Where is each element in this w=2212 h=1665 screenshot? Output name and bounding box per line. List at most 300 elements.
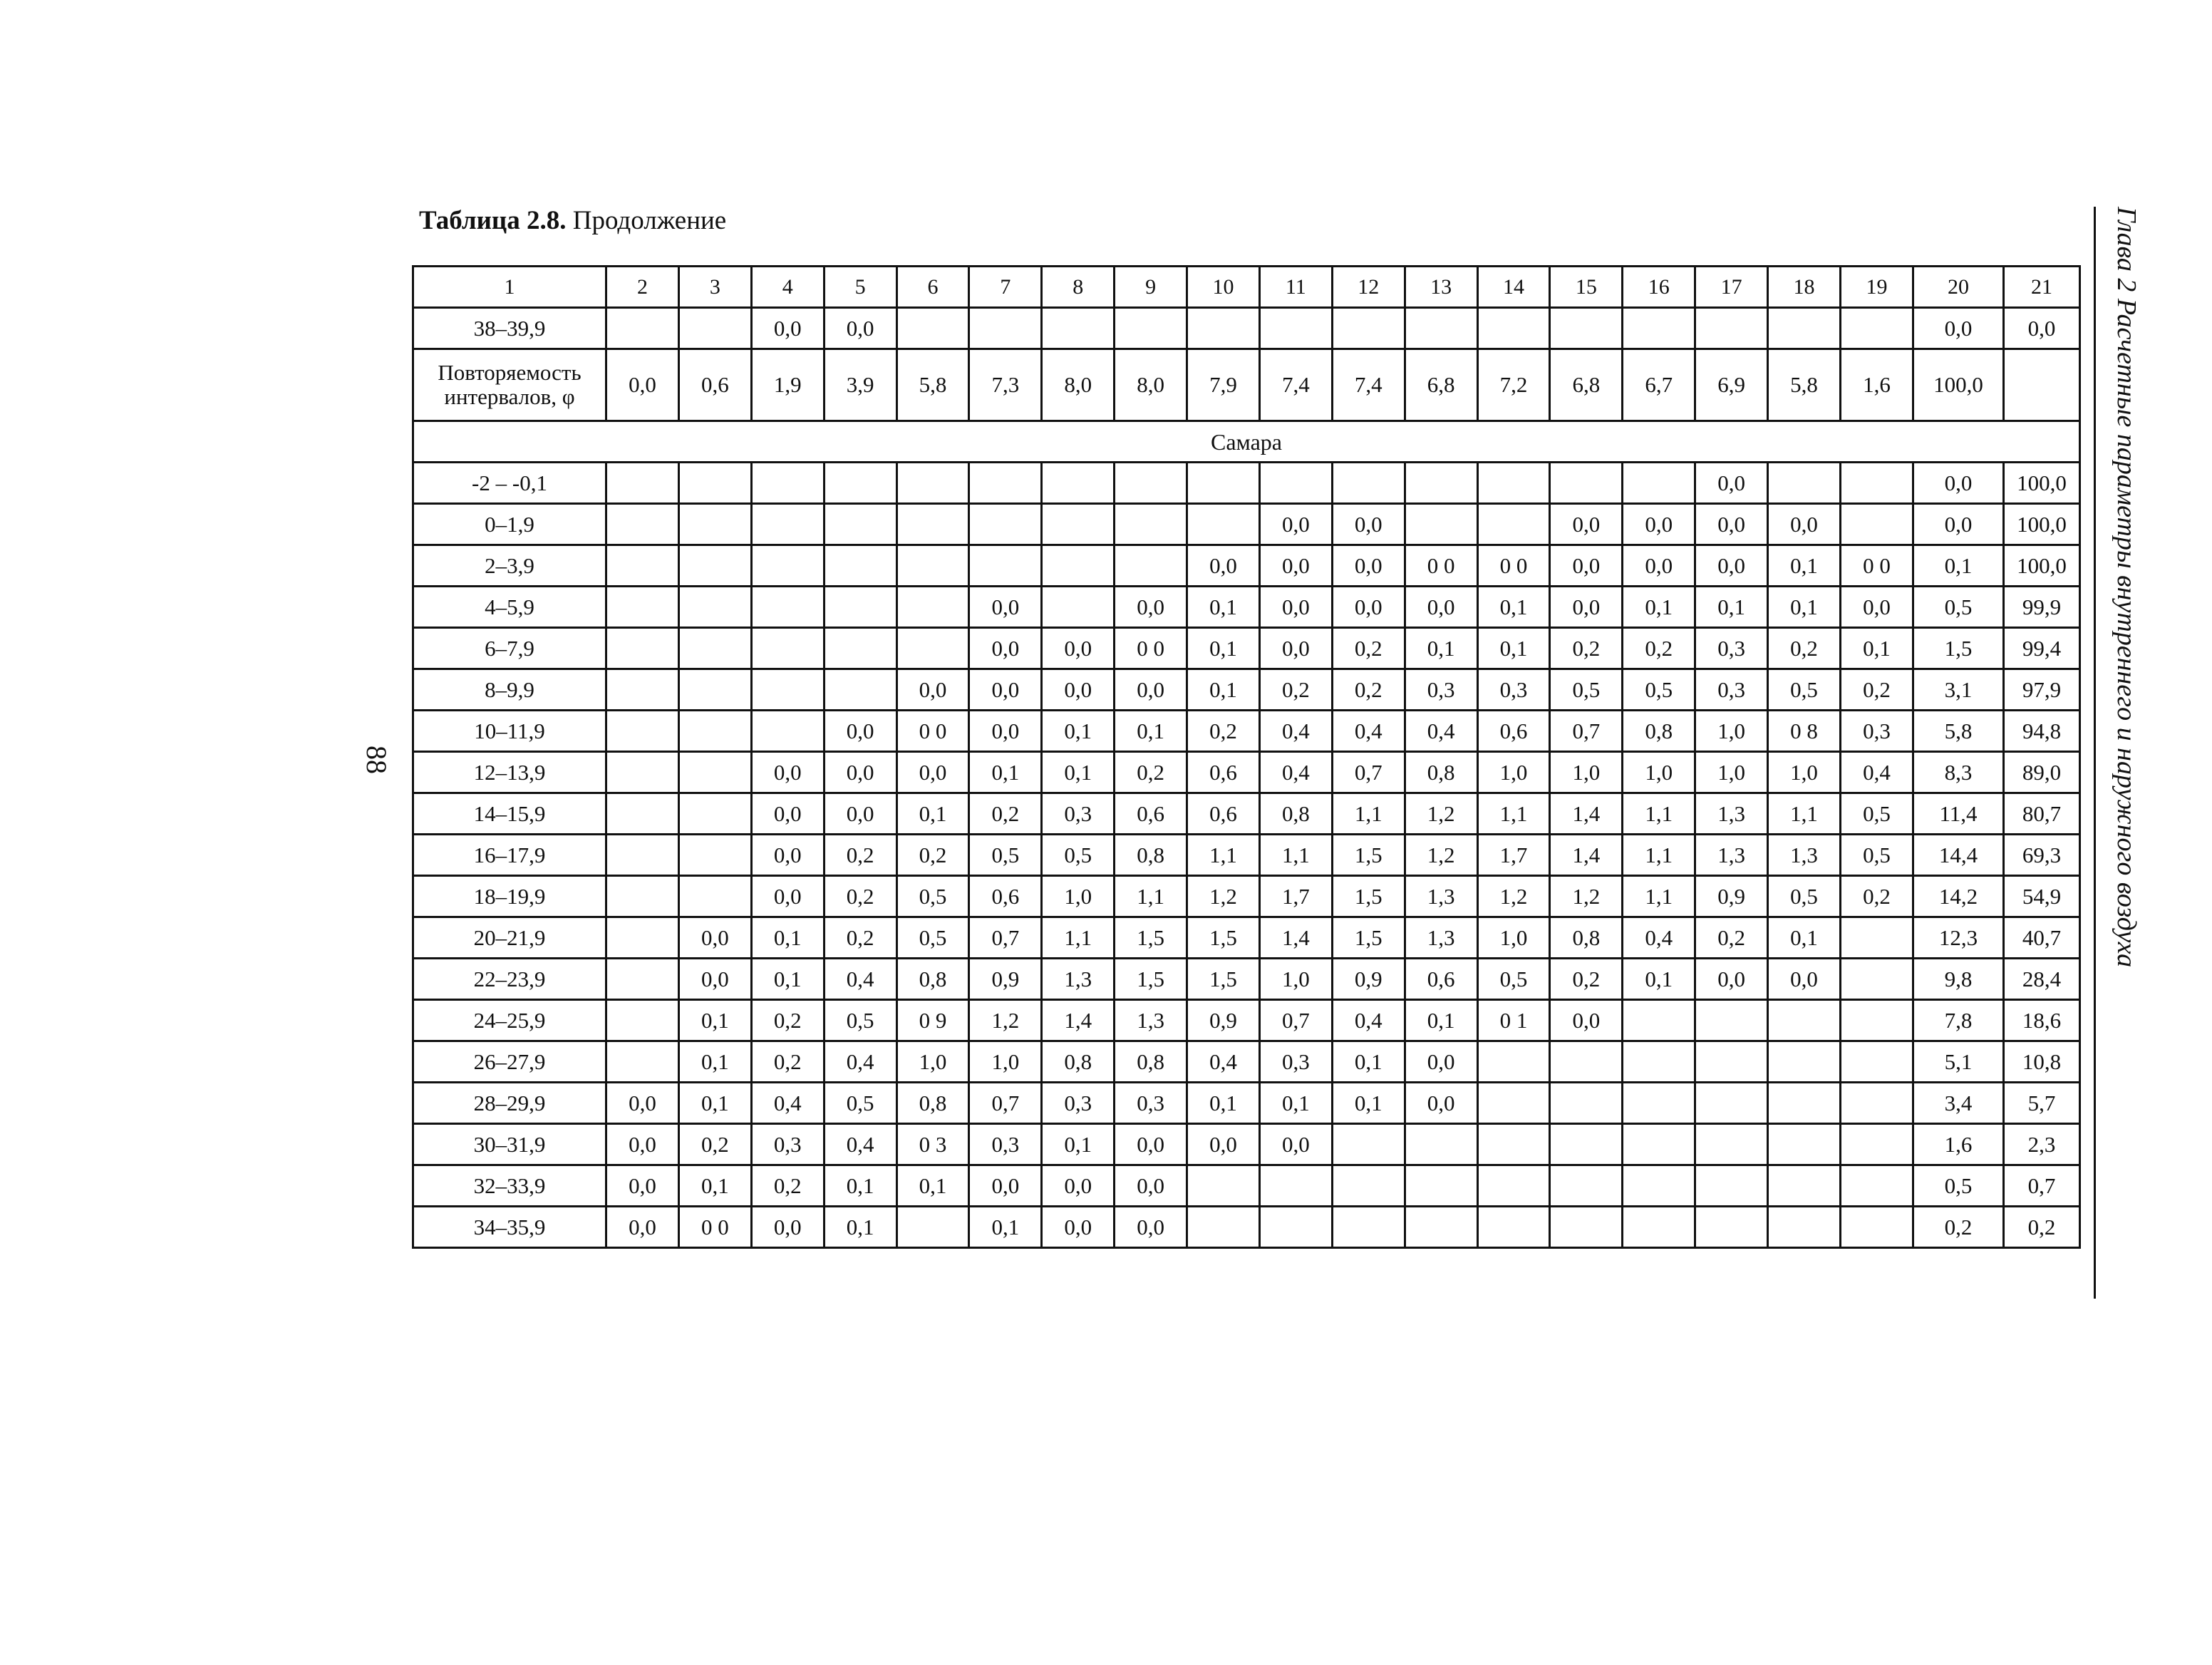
table-cell: [1187, 308, 1260, 349]
table-cell: 0,3: [1695, 669, 1768, 711]
table-cell: [606, 504, 679, 545]
table-cell: [1332, 1165, 1405, 1207]
table-cell: 9,8: [1913, 959, 2004, 1000]
table-cell: 0,4: [1332, 711, 1405, 752]
table-cell: [606, 628, 679, 669]
table-cell: [678, 835, 751, 876]
table-cell: [1840, 463, 1913, 504]
row-label-cell: 1: [413, 267, 606, 308]
table-cell: 5,7: [2004, 1083, 2080, 1124]
table-cell: 0,6: [1115, 793, 1187, 835]
table-cell: 1,5: [1187, 959, 1260, 1000]
table-cell: 0,8: [1405, 752, 1477, 793]
table-cell: [896, 545, 969, 587]
table-cell: 18,6: [2004, 1000, 2080, 1041]
table-cell: [1259, 1207, 1332, 1248]
table-cell: [1695, 308, 1768, 349]
table-cell: 0,0: [606, 1124, 679, 1165]
table-cell: 0,0: [969, 587, 1042, 628]
table-cell: 0,0: [1913, 504, 2004, 545]
table-row: [413, 1207, 2080, 1248]
table-cell: 0,5: [1623, 669, 1695, 711]
table-row: [413, 463, 2080, 504]
table-cell: [969, 463, 1042, 504]
table-cell: 0,5: [1913, 1165, 2004, 1207]
table-cell: [678, 793, 751, 835]
table-cell: 1,4: [1550, 793, 1623, 835]
table-cell: [896, 463, 969, 504]
table-cell: 0,0: [1768, 959, 1841, 1000]
table-cell: 1,0: [1695, 752, 1768, 793]
table-row: [413, 669, 2080, 711]
table-cell: 0,8: [896, 959, 969, 1000]
table-cell: 0,0: [896, 752, 969, 793]
row-label-cell: Повторяемость интервалов, φ: [413, 349, 606, 421]
table-cell: 0,1: [896, 793, 969, 835]
table-cell: [1768, 1165, 1841, 1207]
row-label-cell: 14–15,9: [413, 793, 606, 835]
table-cell: 0,0: [606, 1165, 679, 1207]
table-cell: 0,3: [1477, 669, 1550, 711]
table-cell: 1,4: [1550, 835, 1623, 876]
table-cell: [1115, 545, 1187, 587]
table-cell: 0,0: [751, 793, 824, 835]
table-cell: 0,1: [751, 959, 824, 1000]
table-cell: [1332, 463, 1405, 504]
table-cell: 6,7: [1623, 349, 1695, 421]
row-label-cell: 32–33,9: [413, 1165, 606, 1207]
table-cell: 0,1: [1623, 959, 1695, 1000]
table-cell: 0,0: [1623, 545, 1695, 587]
table-cell: 0,1: [1187, 587, 1260, 628]
table-cell: [1477, 1165, 1550, 1207]
table-cell: [1115, 463, 1187, 504]
table-cell: 1,0: [1768, 752, 1841, 793]
table-cell: 1,5: [1332, 835, 1405, 876]
table-cell: 0,0: [969, 628, 1042, 669]
table-cell: [1623, 1165, 1695, 1207]
table-cell: 0,0: [1187, 1124, 1260, 1165]
table-cell: [1477, 1083, 1550, 1124]
table-cell: 1,3: [1768, 835, 1841, 876]
table-cell: [751, 545, 824, 587]
table-cell: 0,0: [751, 752, 824, 793]
table-cell: 0,0: [2004, 308, 2080, 349]
table-cell: [751, 711, 824, 752]
table-cell: 100,0: [1913, 349, 2004, 421]
row-label-cell: 8–9,9: [413, 669, 606, 711]
table-cell: 0,2: [1840, 669, 1913, 711]
row-label-cell: -2 – -0,1: [413, 463, 606, 504]
table-cell: 1,5: [1332, 917, 1405, 959]
table-row: [413, 504, 2080, 545]
table-cell: [1623, 308, 1695, 349]
row-label-cell: 12–13,9: [413, 752, 606, 793]
table-cell: 0,0: [1695, 463, 1768, 504]
table-cell: [1840, 1000, 1913, 1041]
table-cell: 69,3: [2004, 835, 2080, 876]
table-cell: 0,0: [751, 835, 824, 876]
table-cell: [1477, 308, 1550, 349]
table-cell: 0,0: [1768, 504, 1841, 545]
table-cell: 0,4: [1332, 1000, 1405, 1041]
table-cell: 0,8: [1623, 711, 1695, 752]
table-cell: 0,2: [824, 876, 896, 917]
table-cell: 0,2: [2004, 1207, 2080, 1248]
table-caption-number: Таблица 2.8.: [419, 206, 567, 235]
table-cell: 1,6: [1840, 349, 1913, 421]
table-cell: 0,1: [969, 1207, 1042, 1248]
table-cell: [1115, 504, 1187, 545]
table-cell: 0,1: [1913, 545, 2004, 587]
row-label-cell: 28–29,9: [413, 1083, 606, 1124]
table-cell: 0,5: [1477, 959, 1550, 1000]
table-cell: [1623, 463, 1695, 504]
chapter-rule: [2094, 207, 2096, 1299]
table-cell: 0,7: [1259, 1000, 1332, 1041]
table-cell: 54,9: [2004, 876, 2080, 917]
table-cell: [1405, 463, 1477, 504]
table-cell: [1550, 1165, 1623, 1207]
table-cell: 1,1: [1768, 793, 1841, 835]
table-cell: 0,0: [1332, 545, 1405, 587]
climate-table-body: [413, 267, 2080, 1248]
table-cell: 18: [1768, 267, 1841, 308]
table-cell: 0,0: [896, 669, 969, 711]
table-cell: 0,1: [1623, 587, 1695, 628]
table-cell: 0,7: [1550, 711, 1623, 752]
table-cell: 13: [1405, 267, 1477, 308]
row-label-cell: 18–19,9: [413, 876, 606, 917]
table-row: [413, 1041, 2080, 1083]
table-cell: 0,0: [1259, 504, 1332, 545]
table-cell: 0,0: [824, 308, 896, 349]
table-cell: 1,1: [1477, 793, 1550, 835]
table-cell: [1187, 504, 1260, 545]
table-cell: 3: [678, 267, 751, 308]
table-cell: 0,1: [1115, 711, 1187, 752]
table-cell: 6,9: [1695, 349, 1768, 421]
table-row: [413, 1165, 2080, 1207]
table-cell: 0,1: [751, 917, 824, 959]
table-cell: 0,1: [1259, 1083, 1332, 1124]
table-cell: [1405, 504, 1477, 545]
table-row: [413, 587, 2080, 628]
table-cell: [751, 504, 824, 545]
table-cell: 0 0: [1477, 545, 1550, 587]
table-cell: [1332, 308, 1405, 349]
table-cell: 0,0: [1550, 1000, 1623, 1041]
table-cell: 0,7: [2004, 1165, 2080, 1207]
table-cell: 8,3: [1913, 752, 2004, 793]
table-cell: [1332, 1207, 1405, 1248]
section-title: Самара: [413, 421, 2080, 463]
table-cell: [606, 793, 679, 835]
table-cell: 0,5: [1768, 669, 1841, 711]
table-cell: 0,0: [1332, 504, 1405, 545]
table-cell: 0,2: [751, 1165, 824, 1207]
table-cell: 0,8: [1115, 1041, 1187, 1083]
table-cell: 0,5: [824, 1083, 896, 1124]
table-cell: [606, 752, 679, 793]
table-cell: 0,0: [1259, 587, 1332, 628]
table-cell: 0,3: [1042, 1083, 1115, 1124]
table-cell: 1,0: [1259, 959, 1332, 1000]
table-cell: 1,1: [1623, 835, 1695, 876]
table-cell: [1623, 1000, 1695, 1041]
table-cell: [606, 917, 679, 959]
table-cell: 0,6: [1477, 711, 1550, 752]
table-cell: 0,0: [969, 1165, 1042, 1207]
row-label-cell: 2–3,9: [413, 545, 606, 587]
page-number: 88: [361, 746, 393, 774]
table-cell: 99,4: [2004, 628, 2080, 669]
table-cell: 0,5: [1550, 669, 1623, 711]
table-cell: 20: [1913, 267, 2004, 308]
table-cell: [1840, 1041, 1913, 1083]
table-cell: 0,5: [1913, 587, 2004, 628]
table-cell: [751, 587, 824, 628]
table-cell: 1,1: [1623, 876, 1695, 917]
table-cell: [969, 308, 1042, 349]
table-cell: [1623, 1041, 1695, 1083]
row-label-cell: 4–5,9: [413, 587, 606, 628]
table-cell: 0,0: [1695, 504, 1768, 545]
table-cell: 0,2: [1550, 628, 1623, 669]
table-cell: 0,0: [751, 876, 824, 917]
table-cell: [1768, 1083, 1841, 1124]
table-cell: 7,4: [1259, 349, 1332, 421]
table-cell: 0,1: [1332, 1041, 1405, 1083]
table-cell: 6,8: [1550, 349, 1623, 421]
table-cell: 0,2: [678, 1124, 751, 1165]
table-cell: 0,2: [896, 835, 969, 876]
table-cell: 94,8: [2004, 711, 2080, 752]
table-cell: 1,0: [1042, 876, 1115, 917]
table-cell: 0,0: [824, 711, 896, 752]
table-cell: 1,0: [1477, 917, 1550, 959]
table-cell: 0,3: [1695, 628, 1768, 669]
table-cell: 0,0: [824, 793, 896, 835]
table-cell: 0 0: [1405, 545, 1477, 587]
table-cell: 0,2: [1913, 1207, 2004, 1248]
table-cell: [824, 504, 896, 545]
table-cell: 0,0: [751, 308, 824, 349]
table-cell: 0,2: [751, 1000, 824, 1041]
table-caption: [419, 204, 726, 238]
table-cell: [1550, 463, 1623, 504]
table-cell: 1,0: [896, 1041, 969, 1083]
table-cell: [678, 628, 751, 669]
table-cell: 0,2: [1115, 752, 1187, 793]
table-cell: [1259, 463, 1332, 504]
table-cell: [1477, 504, 1550, 545]
table-cell: [1695, 1000, 1768, 1041]
table-row: [413, 752, 2080, 793]
table-cell: 17: [1695, 267, 1768, 308]
table-cell: [1695, 1083, 1768, 1124]
table-cell: 0,5: [896, 876, 969, 917]
table-cell: 0,0: [1042, 628, 1115, 669]
table-cell: 15: [1550, 267, 1623, 308]
table-cell: [824, 545, 896, 587]
table-cell: [678, 308, 751, 349]
table-cell: 0,1: [1042, 711, 1115, 752]
table-cell: [678, 876, 751, 917]
table-cell: [1623, 1124, 1695, 1165]
table-cell: 0,1: [1768, 545, 1841, 587]
table-cell: [751, 669, 824, 711]
table-cell: 0,1: [1477, 587, 1550, 628]
table-cell: 0,1: [1042, 1124, 1115, 1165]
table-cell: 0,1: [1405, 1000, 1477, 1041]
table-cell: 12: [1332, 267, 1405, 308]
table-cell: [678, 504, 751, 545]
table-cell: [678, 711, 751, 752]
section-row: [413, 421, 2080, 463]
table-cell: 0,0: [1115, 587, 1187, 628]
table-cell: 0,0: [1623, 504, 1695, 545]
table-cell: [1405, 1124, 1477, 1165]
table-cell: [1187, 1165, 1260, 1207]
table-cell: 97,9: [2004, 669, 2080, 711]
row-label-cell: 24–25,9: [413, 1000, 606, 1041]
table-cell: 100,0: [2004, 545, 2080, 587]
table-cell: 1,5: [1913, 628, 2004, 669]
table-cell: [969, 504, 1042, 545]
table-cell: [969, 545, 1042, 587]
table-cell: 0,4: [824, 1124, 896, 1165]
table-cell: 0,0: [1042, 1207, 1115, 1248]
table-cell: 0,0: [1042, 1165, 1115, 1207]
table-cell: 1,6: [1913, 1124, 2004, 1165]
table-cell: [1768, 1207, 1841, 1248]
table-cell: [606, 587, 679, 628]
table-row: [413, 959, 2080, 1000]
row-label-cell: 34–35,9: [413, 1207, 606, 1248]
table-cell: [1477, 1041, 1550, 1083]
table-cell: 21: [2004, 267, 2080, 308]
table-cell: 0,3: [1115, 1083, 1187, 1124]
table-cell: [606, 711, 679, 752]
table-cell: [678, 587, 751, 628]
table-row: [413, 1124, 2080, 1165]
table-cell: 100,0: [2004, 463, 2080, 504]
table-cell: 0,0: [1840, 587, 1913, 628]
table-cell: [606, 835, 679, 876]
table-cell: 3,4: [1913, 1083, 2004, 1124]
table-cell: 0,6: [1187, 793, 1260, 835]
table-cell: [1042, 587, 1115, 628]
table-cell: 0,0: [1913, 308, 2004, 349]
table-row: [413, 545, 2080, 587]
table-cell: 0,1: [969, 752, 1042, 793]
table-cell: 0,1: [824, 1207, 896, 1248]
table-cell: 0,4: [824, 959, 896, 1000]
table-cell: 19: [1840, 267, 1913, 308]
table-cell: 10,8: [2004, 1041, 2080, 1083]
table-cell: 9: [1115, 267, 1187, 308]
table-cell: [1477, 1124, 1550, 1165]
table-cell: 0 9: [896, 1000, 969, 1041]
table-cell: [678, 752, 751, 793]
table-cell: 0,1: [1187, 1083, 1260, 1124]
table-row: [413, 835, 2080, 876]
table-cell: 0,0: [1115, 1207, 1187, 1248]
table-cell: 0,0: [606, 349, 679, 421]
table-cell: 0 1: [1477, 1000, 1550, 1041]
table-cell: [1695, 1124, 1768, 1165]
table-cell: 0,0: [969, 669, 1042, 711]
table-cell: 1,5: [1332, 876, 1405, 917]
table-cell: 16: [1623, 267, 1695, 308]
table-cell: 0,0: [969, 711, 1042, 752]
table-cell: 0,9: [1332, 959, 1405, 1000]
row-label-cell: 6–7,9: [413, 628, 606, 669]
table-cell: 1,1: [1187, 835, 1260, 876]
table-cell: [824, 587, 896, 628]
table-cell: 0,0: [1259, 628, 1332, 669]
table-cell: 1,2: [969, 1000, 1042, 1041]
row-label-cell: 16–17,9: [413, 835, 606, 876]
table-cell: 0,8: [1550, 917, 1623, 959]
table-cell: 0,0: [606, 1207, 679, 1248]
table-cell: 0,0: [678, 917, 751, 959]
table-cell: 0,8: [1042, 1041, 1115, 1083]
table-cell: 0,2: [1332, 669, 1405, 711]
table-cell: [1840, 504, 1913, 545]
table-cell: [1259, 308, 1332, 349]
table-cell: 0,0: [1042, 669, 1115, 711]
table-cell: [606, 1000, 679, 1041]
row-label-cell: 30–31,9: [413, 1124, 606, 1165]
table-row: [413, 793, 2080, 835]
table-cell: 1,3: [1695, 793, 1768, 835]
table-cell: 0,0: [1259, 545, 1332, 587]
row-label-cell: 0–1,9: [413, 504, 606, 545]
row-label-cell: 22–23,9: [413, 959, 606, 1000]
table-row: [413, 876, 2080, 917]
table-cell: [606, 463, 679, 504]
table-cell: 0,2: [1695, 917, 1768, 959]
table-cell: 1,1: [1623, 793, 1695, 835]
chapter-title: Глава 2 Расчетные параметры внутреннего и наружного воздуха: [2112, 207, 2141, 968]
table-cell: [1550, 308, 1623, 349]
table-cell: [1695, 1041, 1768, 1083]
table-cell: [1768, 1041, 1841, 1083]
table-cell: 0,2: [1550, 959, 1623, 1000]
table-cell: [1768, 1124, 1841, 1165]
table-cell: 14: [1477, 267, 1550, 308]
table-cell: 0,4: [751, 1083, 824, 1124]
table-cell: 0,2: [824, 835, 896, 876]
table-cell: 1,3: [1042, 959, 1115, 1000]
table-cell: [1840, 959, 1913, 1000]
table-cell: [896, 308, 969, 349]
table-cell: [1623, 1207, 1695, 1248]
table-cell: 1,2: [1550, 876, 1623, 917]
table-cell: 1,1: [1115, 876, 1187, 917]
climate-table: [412, 265, 2081, 1249]
table-cell: [1840, 1165, 1913, 1207]
table-cell: [1477, 1207, 1550, 1248]
table-cell: [606, 959, 679, 1000]
table-row: [413, 917, 2080, 959]
table-cell: 0,1: [896, 1165, 969, 1207]
table-cell: 0,6: [1187, 752, 1260, 793]
table-cell: 5,8: [896, 349, 969, 421]
table-cell: 0 0: [1840, 545, 1913, 587]
